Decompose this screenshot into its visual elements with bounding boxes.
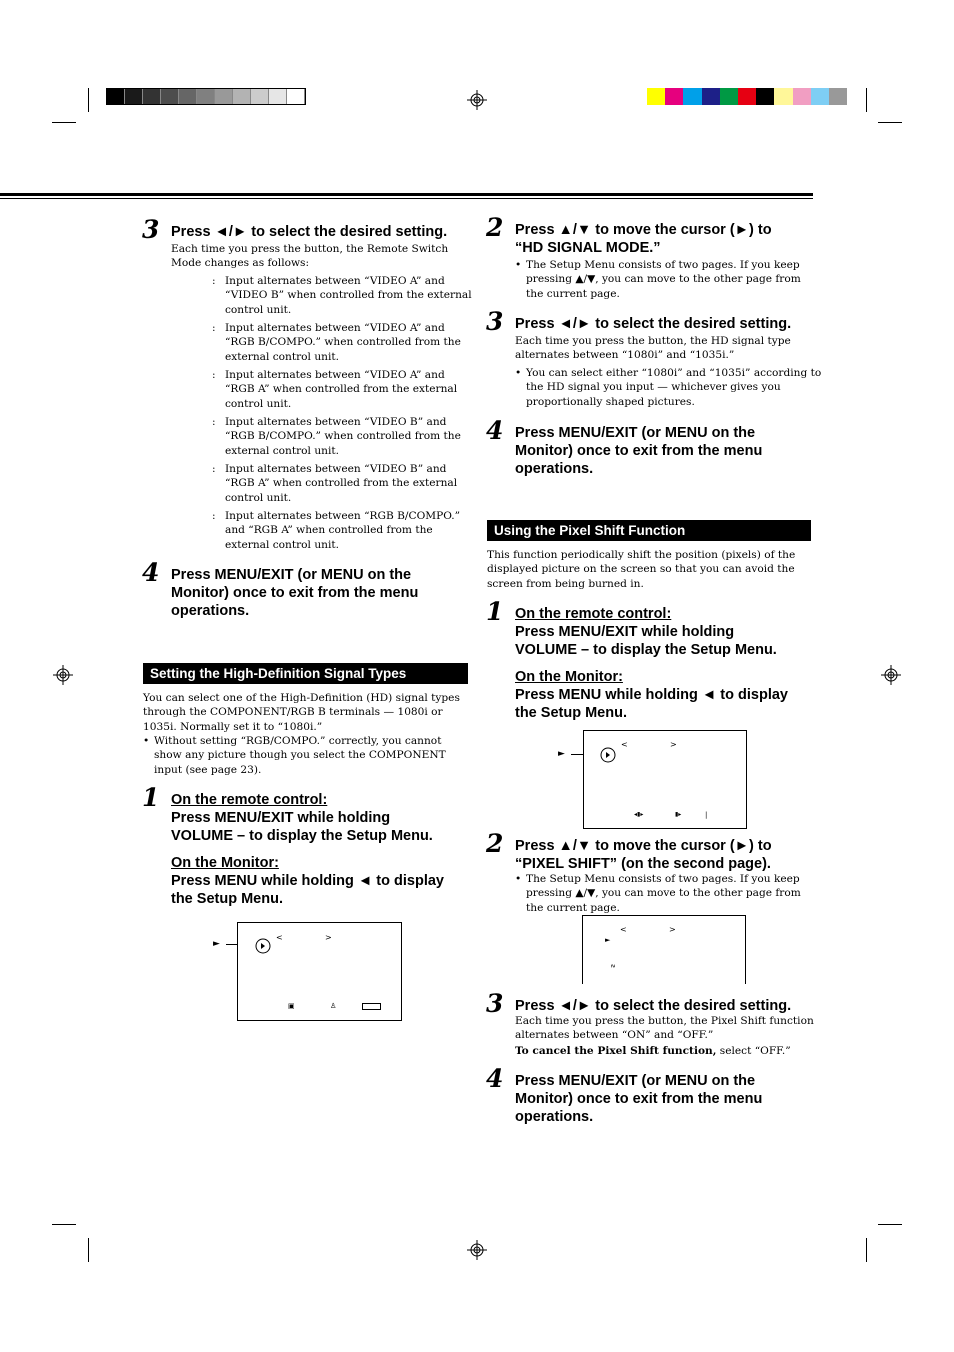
- cancel-note-rest: select “OFF.”: [716, 1044, 791, 1057]
- crop-mark: [52, 122, 76, 123]
- text-line: proportionally shaped pictures.: [526, 395, 695, 408]
- step-heading: Press ◄/► to select the desired setting.: [515, 316, 792, 332]
- crop-mark: [866, 1238, 867, 1262]
- step-number: 1: [142, 783, 160, 812]
- text-line: external control unit.: [225, 538, 339, 551]
- text-line: and “RGB A” when controlled from the: [225, 524, 433, 537]
- step-number: 2: [486, 213, 504, 242]
- cancel-note: [515, 1044, 814, 1058]
- text-line: VOLUME – to display the Setup Menu.: [515, 642, 777, 658]
- section-intro: [487, 548, 795, 591]
- text-line: “PIXEL SHIFT” (on the second page).: [515, 856, 771, 872]
- step-number: 2: [486, 829, 504, 858]
- step-body: [171, 242, 448, 271]
- text-line: alternates between “ON” and “OFF.”: [515, 1029, 714, 1042]
- setup-menu-screen: [583, 730, 747, 829]
- text-line: Input alternates between “VIDEO A” and: [225, 275, 445, 287]
- list-colon: :: [212, 275, 216, 287]
- text-line: Press ▲/▼ to move the cursor (►) to: [515, 222, 772, 238]
- bullet-text: [526, 258, 801, 301]
- color-swatch: [702, 88, 720, 105]
- step-number: 4: [486, 1064, 504, 1093]
- text-line: Press MENU/EXIT (or MENU on the: [171, 567, 412, 583]
- cursor-circle-icon: [255, 938, 271, 954]
- list-item: [225, 415, 461, 458]
- step-body: [515, 1014, 814, 1058]
- step-heading: [515, 668, 788, 722]
- color-swatch: [683, 88, 701, 105]
- step-number: 3: [486, 989, 504, 1018]
- gray-swatch: [197, 89, 215, 104]
- step-heading: [171, 854, 444, 908]
- text-line: Mode changes as follows:: [171, 257, 310, 270]
- crop-mark: [88, 88, 89, 112]
- page-left-icon: <: [276, 933, 283, 942]
- text-line: Press MENU/EXIT while holding: [171, 810, 391, 826]
- gray-swatch: [287, 89, 305, 104]
- gray-swatch: [269, 89, 287, 104]
- page-left-icon: <: [621, 740, 628, 749]
- text-line: show any picture though you select the COMPONENT: [154, 749, 446, 762]
- gray-swatch: [215, 89, 233, 104]
- page-left-icon: <: [620, 925, 627, 934]
- crop-mark: [88, 1238, 89, 1262]
- text-line: operations.: [515, 461, 594, 477]
- text-line: screen from being burned in.: [487, 577, 644, 590]
- text-line: Each time you press the button, the HD signal type: [515, 335, 791, 347]
- text-line: The Setup Menu consists of two pages. If you keep: [526, 259, 800, 271]
- list-colon: :: [212, 322, 216, 334]
- page-right-icon: >: [325, 933, 332, 942]
- text-line: external control unit.: [225, 350, 339, 363]
- color-swatch: [665, 88, 683, 105]
- step-number: 1: [486, 597, 504, 626]
- list-colon: :: [212, 416, 216, 428]
- text-line: control unit.: [225, 397, 292, 410]
- text-line: VOLUME – to display the Setup Menu.: [171, 828, 433, 844]
- page-right-icon: >: [669, 925, 676, 934]
- color-swatch: [774, 88, 792, 105]
- step-heading: [515, 1072, 762, 1126]
- text-line: external control unit.: [225, 444, 339, 457]
- menu-icon-c: |: [705, 811, 708, 819]
- gray-swatch: [107, 89, 125, 104]
- text-line: pressing ▲/▼, you can move to the other page from: [526, 273, 801, 286]
- text-line: Press MENU while holding ◄ to display: [515, 687, 788, 703]
- step-number: 3: [486, 307, 504, 336]
- crop-mark: [52, 1224, 76, 1225]
- list-colon: :: [212, 463, 216, 475]
- text-line: Press MENU/EXIT (or MENU on the: [515, 425, 756, 441]
- text-line: Monitor) once to exit from the menu: [171, 585, 419, 601]
- color-swatch: [793, 88, 811, 105]
- text-line: Monitor) once to exit from the menu: [515, 1091, 763, 1107]
- text-line: “RGB B/COMPO.” when controlled from the: [225, 430, 461, 443]
- gray-swatch: [233, 89, 251, 104]
- color-swatch: [720, 88, 738, 105]
- text-line: the current page.: [526, 901, 620, 914]
- header-rule-thin: [0, 198, 813, 199]
- text-line: control unit.: [225, 303, 292, 316]
- list-item: [225, 509, 460, 552]
- gray-swatch: [161, 89, 179, 104]
- remote-label: On the remote control:: [515, 606, 672, 622]
- menu-box: [362, 1003, 381, 1010]
- bullet-mark: •: [515, 367, 522, 379]
- menu-icon-b: ▮▸: [675, 811, 682, 818]
- step-body: [515, 334, 791, 363]
- cancel-note-bold: To cancel the Pixel Shift function,: [515, 1044, 717, 1057]
- menu-icon-b: ♙: [330, 1002, 337, 1010]
- gray-swatch: [125, 89, 143, 104]
- header-rule: [0, 193, 813, 196]
- text-line: the HD signal you input — whichever gives you: [526, 381, 781, 394]
- cursor-circle-icon: [600, 747, 616, 763]
- step-heading: Press ◄/► to select the desired setting.: [515, 998, 792, 1014]
- text-line: pressing ▲/▼, you can move to the other page from: [526, 887, 801, 900]
- text-line: You can select either “1080i” and “1035i” according to: [526, 367, 822, 379]
- text-line: Monitor) once to exit from the menu: [515, 443, 763, 459]
- text-line: 1035i. Normally set it to “1080i.”: [143, 720, 323, 733]
- step-heading: [171, 566, 418, 620]
- text-line: Each time you press the button, the Pixel Shift function: [515, 1015, 814, 1027]
- page-right-icon: >: [670, 740, 677, 749]
- cursor-arrow-icon: ►: [558, 749, 565, 759]
- bullet-text: [526, 872, 801, 915]
- text-line: Input alternates between “VIDEO B” and: [225, 463, 447, 475]
- text-line: The Setup Menu consists of two pages. If you keep: [526, 873, 800, 885]
- bullet-text: [154, 734, 446, 777]
- gray-scale-bar: [106, 88, 306, 105]
- section-header: Using the Pixel Shift Function: [487, 520, 811, 541]
- list-item: [225, 462, 457, 505]
- text-line: Press MENU/EXIT while holding: [515, 624, 735, 640]
- text-line: “HD SIGNAL MODE.”: [515, 240, 661, 256]
- list-colon: :: [212, 369, 216, 381]
- color-swatch: [829, 88, 847, 105]
- text-line: Input alternates between “VIDEO A” and: [225, 369, 445, 381]
- step-heading: [515, 837, 772, 873]
- bullet-text: [526, 366, 821, 409]
- text-line: operations.: [171, 603, 250, 619]
- text-line: You can select one of the High-Definition (HD) signal types: [143, 692, 460, 704]
- color-swatch: [811, 88, 829, 105]
- text-line: input (see page 23).: [154, 763, 262, 776]
- text-line: Input alternates between “RGB B/COMPO.”: [225, 510, 461, 522]
- list-colon: :: [212, 510, 216, 522]
- text-line: “VIDEO B” when controlled from the external: [225, 289, 472, 302]
- menu-glyph: ƨ: [608, 964, 617, 968]
- crop-mark: [866, 88, 867, 112]
- step-heading: [515, 221, 772, 257]
- monitor-label: On the Monitor:: [515, 669, 623, 685]
- text-line: “RGB A” when controlled from the external: [225, 383, 458, 396]
- registration-mark-icon: [467, 1240, 487, 1260]
- gray-swatch: [251, 89, 269, 104]
- crop-mark: [878, 122, 902, 123]
- color-scale-bar: [647, 88, 847, 105]
- list-item: [225, 368, 457, 411]
- cursor-arrow-icon: ►: [213, 939, 220, 949]
- text-line: operations.: [515, 1109, 594, 1125]
- remote-label: On the remote control:: [171, 792, 328, 808]
- text-line: the Setup Menu.: [515, 705, 627, 721]
- text-line: Press MENU/EXIT (or MENU on the: [515, 1073, 756, 1089]
- color-swatch: [756, 88, 774, 105]
- gray-swatch: [179, 89, 197, 104]
- registration-mark-icon: [467, 90, 487, 110]
- menu-icon-a: ▣: [288, 1002, 295, 1010]
- setup-menu-screen-page2: [582, 915, 746, 984]
- text-line: This function periodically shift the position (pixels) of the: [487, 549, 796, 561]
- color-swatch: [647, 88, 665, 105]
- section-header: Setting the High-Definition Signal Types: [143, 663, 468, 684]
- gray-swatch: [143, 89, 161, 104]
- text-line: Input alternates between “VIDEO B” and: [225, 416, 447, 428]
- registration-mark-icon: [881, 665, 901, 685]
- text-line: Press ▲/▼ to move the cursor (►) to: [515, 838, 772, 854]
- registration-mark-icon: [53, 665, 73, 685]
- step-number: 4: [486, 416, 504, 445]
- step-heading: Press ◄/► to select the desired setting.: [171, 224, 448, 240]
- text-line: “RGB A” when controlled from the external: [225, 477, 458, 490]
- setup-menu-screen: [237, 922, 402, 1021]
- text-line: Press MENU while holding ◄ to display: [171, 873, 444, 889]
- text-line: the Setup Menu.: [171, 891, 283, 907]
- text-line: the current page.: [526, 287, 620, 300]
- text-line: through the COMPONENT/RGB B terminals — 1080i or: [143, 706, 443, 719]
- bullet-mark: •: [515, 259, 522, 271]
- section-intro: [143, 691, 460, 734]
- step-number: 4: [142, 558, 160, 587]
- crop-mark: [878, 1224, 902, 1225]
- list-item: [225, 321, 461, 364]
- text-line: alternates between “1080i” and “1035i.”: [515, 349, 735, 362]
- text-line: control unit.: [225, 491, 292, 504]
- text-line: Without setting “RGB/COMPO.” correctly, you cannot: [154, 735, 442, 747]
- text-line: displayed picture on the screen so that you can avoid the: [487, 563, 795, 576]
- monitor-label: On the Monitor:: [171, 855, 279, 871]
- menu-icon-a: ◂▮▸: [634, 811, 644, 818]
- text-line: Input alternates between “VIDEO A” and: [225, 322, 445, 334]
- text-line: Each time you press the button, the Remote Switch: [171, 243, 449, 255]
- list-item: [225, 274, 472, 317]
- step-heading: [171, 791, 433, 845]
- step-number: 3: [142, 215, 160, 244]
- cursor-arrow-icon: ►: [605, 936, 611, 944]
- color-swatch: [738, 88, 756, 105]
- step-heading: [515, 424, 762, 478]
- step-heading: [515, 605, 777, 659]
- bullet-mark: •: [515, 873, 522, 885]
- text-line: “RGB B/COMPO.” when controlled from the: [225, 336, 461, 349]
- bullet-mark: •: [143, 735, 150, 747]
